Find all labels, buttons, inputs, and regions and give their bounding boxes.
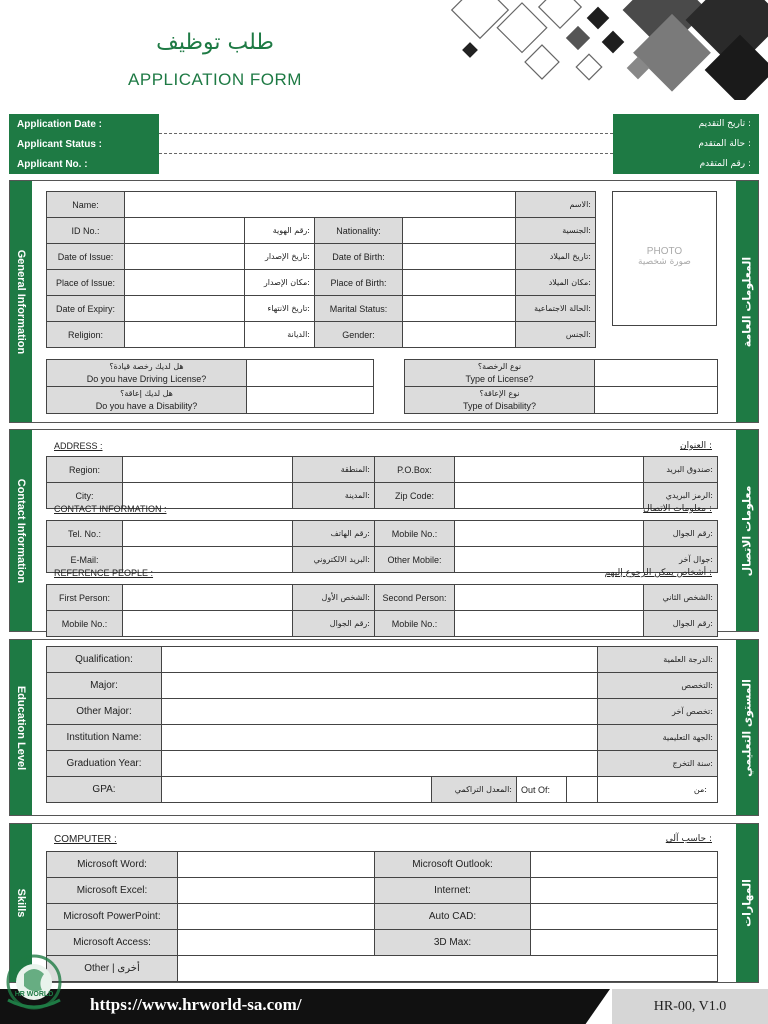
applicant-no-field[interactable] [159,154,613,174]
computer-heading: COMPUTER : [54,834,117,845]
other-mobile-label-ar: جوال آخر: [644,547,718,573]
mobile-no-field[interactable] [455,521,644,547]
microsoft-access-field[interactable] [178,930,375,956]
first-person-label-ar: الشخص الأول: [293,585,375,611]
microsoft-outlook-label: Microsoft Outlook: [375,852,531,878]
out-of-field[interactable] [567,777,598,803]
zip-code-field[interactable] [455,483,644,509]
second-person-label: Second Person: [375,585,455,611]
po-box-label-ar: صندوق البريد: [644,457,718,483]
photo-label-ar: صورة شخصية [638,257,691,267]
form-title-arabic: طلب توظيف [156,30,274,55]
institution-name-label-ar: الجهة التعليمية: [598,725,718,751]
contact-table [46,520,718,573]
disability-type-field[interactable] [595,387,718,414]
microsoft-access-label: Microsoft Access: [47,930,178,956]
skills-sidebar-ar: المهارات [736,824,758,982]
applicant-status-row[interactable] [9,134,759,154]
email-label: E-Mail: [47,547,123,573]
education-table [46,646,718,803]
tel-no-field[interactable] [123,521,293,547]
region-field[interactable] [123,457,293,483]
date-of-issue-field[interactable] [125,244,245,270]
hr-world-logo [2,948,66,1018]
microsoft-excel-label: Microsoft Excel: [47,878,178,904]
po-box-label: P.O.Box: [375,457,455,483]
region-label-ar: المنطقة: [293,457,375,483]
graduation-year-label-ar: سنة التخرج: [598,751,718,777]
place-of-birth-label-ar: مكان الميلاد: [516,270,596,296]
major-label-ar: التخصص: [598,673,718,699]
tel-no-label-ar: رقم الهاتف: [293,521,375,547]
contact-info-heading: CONTACT INFORMATION : [54,504,167,514]
id-no-field[interactable] [125,218,245,244]
internet-label: Internet: [375,878,531,904]
microsoft-powerpoint-label: Microsoft PowerPoint: [47,904,178,930]
marital-status-field[interactable] [403,296,516,322]
autocad-field[interactable] [531,904,718,930]
date-of-birth-label: Date of Birth: [315,244,403,270]
tel-no-label: Tel. No.: [47,521,123,547]
website-link[interactable]: https://www.hrworld-sa.com/ [90,995,302,1014]
applicant-status-label: Applicant Status : [9,134,159,154]
other-major-label-ar: تخصص آخر: [598,699,718,725]
date-of-birth-field[interactable] [403,244,516,270]
institution-name-field[interactable] [162,725,598,751]
driving-license-label: هل لديك رخصة قيادة؟ Do you have Driving License? [47,360,247,387]
second-person-field[interactable] [455,585,644,611]
first-person-label: First Person: [47,585,123,611]
place-of-birth-label: Place of Birth: [315,270,403,296]
city-label-ar: المدينة: [293,483,375,509]
skills-table [46,851,718,982]
computer-heading-ar: حاسب آلي : [665,834,712,844]
address-table [46,456,718,509]
name-label: Name: [47,192,125,218]
autocad-label: Auto CAD: [375,904,531,930]
region-label: Region: [47,457,123,483]
po-box-field[interactable] [455,457,644,483]
date-of-birth-label-ar: تاريخ الميلاد: [516,244,596,270]
place-of-issue-field[interactable] [125,270,245,296]
religion-field[interactable] [125,322,245,348]
3d-max-label: 3D Max: [375,930,531,956]
mobile-no-label-ar: رقم الجوال: [644,521,718,547]
general-information-section [9,180,759,423]
other-skills-field[interactable] [178,956,718,982]
education-sidebar: Education Level [10,640,32,815]
second-person-mobile-label-ar: رقم الجوال: [644,611,718,637]
license-type-field[interactable] [595,360,718,387]
gender-label: Gender: [315,322,403,348]
qualification-field[interactable] [162,647,598,673]
second-person-mobile-label: Mobile No.: [375,611,455,637]
date-of-expiry-label: Date of Expiry: [47,296,125,322]
nationality-label: Nationality: [315,218,403,244]
first-person-mobile-label: Mobile No.: [47,611,123,637]
internet-field[interactable] [531,878,718,904]
general-sidebar: General Information [10,181,32,422]
address-heading-ar: العنوان : [680,441,712,451]
gpa-label-ar: المعدل التراكمي: [432,777,517,803]
nationality-label-ar: الجنسية: [516,218,596,244]
religion-label-ar: الديانة: [245,322,315,348]
license-type-table [404,359,718,414]
disability-label: هل لديك إعاقة؟ Do you have a Disability? [47,387,247,414]
first-person-mobile-field[interactable] [123,611,293,637]
3d-max-field[interactable] [531,930,718,956]
out-of-label-ar: من: [598,777,718,803]
place-of-issue-label: Place of Issue: [47,270,125,296]
microsoft-outlook-field[interactable] [531,852,718,878]
applicant-no-label: Applicant No. : [9,154,159,174]
marital-status-label: Marital Status: [315,296,403,322]
logo-text: HR WORLD [14,991,54,998]
first-person-field[interactable] [123,585,293,611]
general-sidebar-ar: المعلومات العامة [736,181,758,422]
city-label: City: [47,483,123,509]
name-label-ar: الاسم: [516,192,596,218]
second-person-label-ar: الشخص الثاني: [644,585,718,611]
reference-heading-ar: أشخاص يمكن الرجوع إليهم : [604,568,712,578]
qualification-label-ar: الدرجة العلمية: [598,647,718,673]
religion-label: Religion: [47,322,125,348]
microsoft-excel-field[interactable] [178,878,375,904]
gpa-label: GPA: [47,777,162,803]
gender-label-ar: الجنس: [516,322,596,348]
place-of-birth-field[interactable] [403,270,516,296]
date-of-expiry-field[interactable] [125,296,245,322]
contact-info-heading-ar: معلومات الاتصال : [643,504,712,514]
driving-license-field[interactable] [247,360,374,387]
microsoft-word-label: Microsoft Word: [47,852,178,878]
application-date-label-ar: تاريخ التقديم : [613,114,759,134]
out-of-label: Out Of: [517,777,567,803]
photo-box[interactable] [612,191,717,326]
zip-code-label-ar: الرمز البريدي: [644,483,718,509]
major-label: Major: [47,673,162,699]
date-of-expiry-label-ar: تاريخ الانتهاء: [245,296,315,322]
application-date-label: Application Date : [9,114,159,134]
microsoft-powerpoint-field[interactable] [178,904,375,930]
applicant-status-label-ar: حالة المتقدم : [613,134,759,154]
qualification-label: Qualification: [47,647,162,673]
other-major-field[interactable] [162,699,598,725]
nationality-field[interactable] [403,218,516,244]
gpa-field[interactable] [162,777,432,803]
institution-name-label: Institution Name: [47,725,162,751]
education-level-section [9,639,759,816]
graduation-year-field[interactable] [162,751,598,777]
graduation-year-label: Graduation Year: [47,751,162,777]
other-skills-label: Other | أخرى [47,956,178,982]
applicant-no-label-ar: رقم المتقدم : [613,154,759,174]
disability-type-label: نوع الإعاقة؟ Type of Disability? [405,387,595,414]
photo-label: PHOTO [646,246,683,257]
education-sidebar-ar: المستوى التعليمي [736,640,758,815]
contact-sidebar: Contact Information [10,430,32,631]
gender-field[interactable] [403,322,516,348]
id-no-label-ar: رقم الهوية: [245,218,315,244]
license-type-label: نوع الرخصة؟ Type of License? [405,360,595,387]
name-field[interactable] [125,192,516,218]
date-of-issue-label-ar: تاريخ الإصدار: [245,244,315,270]
decorative-diamonds [430,0,768,100]
mobile-no-label: Mobile No.: [375,521,455,547]
reference-heading: REFERENCE PEOPLE : [54,568,154,578]
zip-code-label: Zip Code: [375,483,455,509]
form-version: HR-00, V1.0 [612,989,768,1024]
skills-sidebar: Skills [10,824,32,982]
date-of-issue-label: Date of Issue: [47,244,125,270]
email-label-ar: البريد الالكتروني: [293,547,375,573]
other-mobile-label: Other Mobile: [375,547,455,573]
place-of-issue-label-ar: مكان الإصدار: [245,270,315,296]
id-no-label: ID No.: [47,218,125,244]
license-disability-table [46,359,374,414]
microsoft-word-field[interactable] [178,852,375,878]
first-person-mobile-label-ar: رقم الجوال: [293,611,375,637]
other-major-label: Other Major: [47,699,162,725]
contact-information-section [9,429,759,632]
disability-field[interactable] [247,387,374,414]
marital-status-label-ar: الحالة الاجتماعية: [516,296,596,322]
address-heading: ADDRESS : [54,441,103,451]
applicant-no-row[interactable] [9,154,759,174]
applicant-status-field[interactable] [159,134,613,154]
second-person-mobile-field[interactable] [455,611,644,637]
general-info-table [46,191,596,348]
application-date-field[interactable] [159,114,613,134]
contact-sidebar-ar: معلومات الاتصال [736,430,758,631]
reference-table [46,584,718,637]
skills-section [9,823,759,983]
application-date-row[interactable] [9,114,759,134]
form-title: APPLICATION FORM [128,70,302,89]
major-field[interactable] [162,673,598,699]
